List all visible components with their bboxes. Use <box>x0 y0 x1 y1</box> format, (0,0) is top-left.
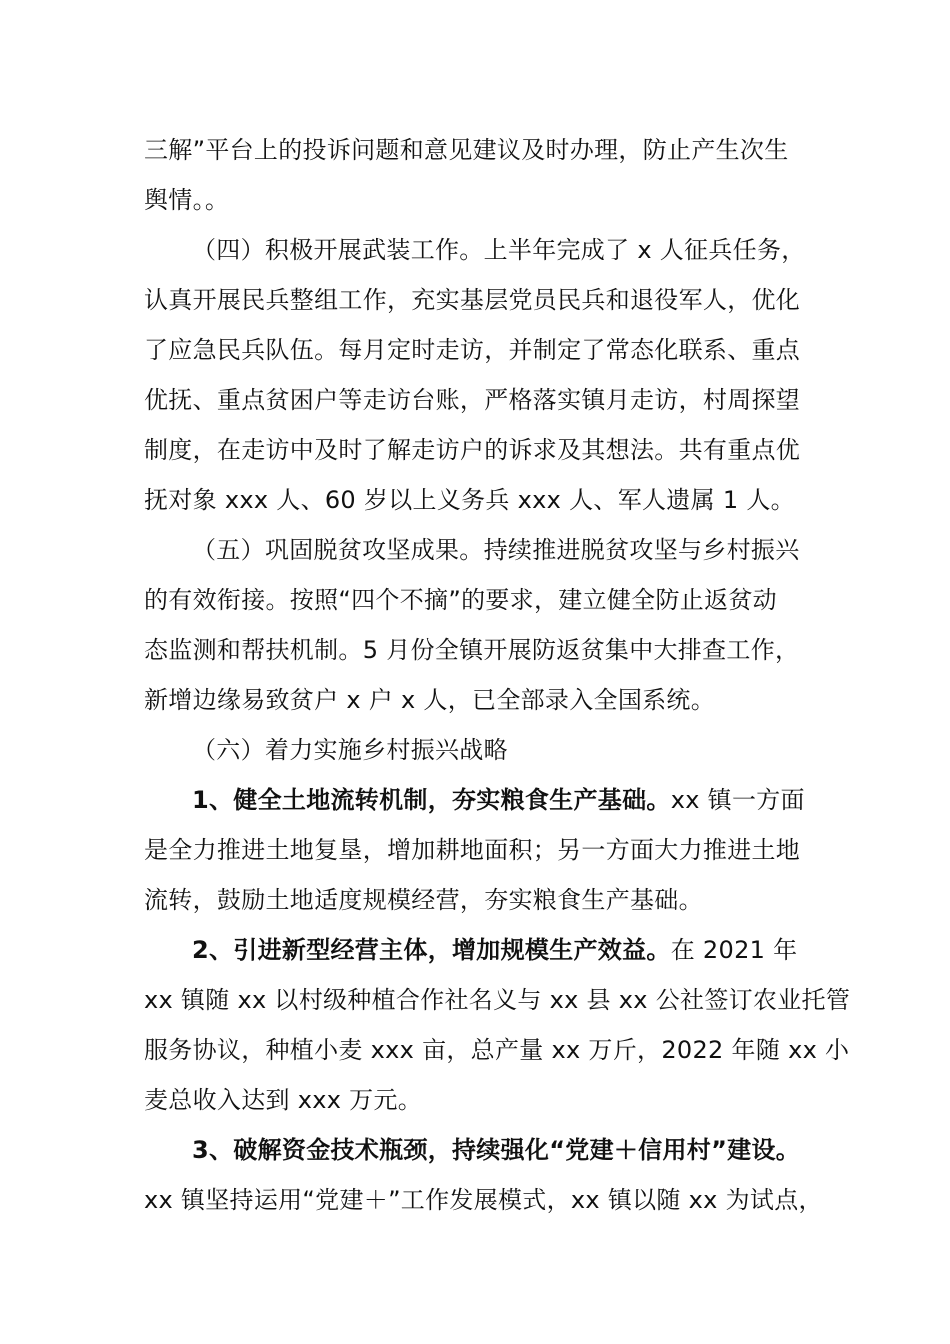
item-2-heading: 2、引进新型经营主体，增加规模生产效益。 <box>192 936 671 964</box>
text-line: 新增边缘易致贫户 x 户 x 人，已全部录入全国系统。 <box>144 686 716 714</box>
text-line: 抚对象 xxx 人、60 岁以上义务兵 xxx 人、军人遗属 1 人。 <box>144 486 795 514</box>
text-line: xx 镇坚持运用“党建＋”工作发展模式，xx 镇以随 xx 为试点， <box>144 1186 823 1214</box>
text-line: xx 镇随 xx 以村级种植合作社名义与 xx 县 xx 公社签订农业托管 <box>144 986 851 1014</box>
text-line: 三解”平台上的投诉问题和意见建议及时办理，防止产生次生 <box>144 136 789 164</box>
text-line: 服务协议，种植小麦 xxx 亩，总产量 xx 万斤，2022 年随 xx 小 <box>144 1036 850 1064</box>
text-line: 制度，在走访中及时了解走访户的诉求及其想法。共有重点优 <box>144 436 801 464</box>
item-1-heading: 1、健全土地流转机制，夯实粮食生产基础。 <box>192 786 671 814</box>
section-5-heading-line: （五）巩固脱贫攻坚成果。持续推进脱贫攻坚与乡村振兴 <box>192 536 800 564</box>
item-2-line <box>192 934 797 966</box>
text-line: 舆情。。 <box>144 186 230 214</box>
section-4-heading-line: （四）积极开展武装工作。上半年完成了 x 人征兵任务， <box>192 236 806 264</box>
text-line: 流转，鼓励土地适度规模经营，夯实粮食生产基础。 <box>144 886 703 914</box>
text-line: 态监测和帮扶机制。5 月份全镇开展防返贫集中大排查工作， <box>144 636 800 664</box>
text-line: 了应急民兵队伍。每月定时走访，并制定了常态化联系、重点 <box>144 336 801 364</box>
text-line: 认真开展民兵整组工作，充实基层党员民兵和退役军人，优化 <box>144 286 801 314</box>
text-line: 优抚、重点贫困户等走访台账，严格落实镇月走访，村周探望 <box>144 386 801 414</box>
text-line: 的有效衔接。按照“四个不摘”的要求，建立健全防止返贫动 <box>144 586 777 614</box>
text-line: 是全力推进土地复垦，增加耕地面积；另一方面大力推进土地 <box>144 836 801 864</box>
text-line: 麦总收入达到 xxx 万元。 <box>144 1086 423 1114</box>
item-1-text: xx 镇一方面 <box>670 786 805 814</box>
section-6-heading: （六）着力实施乡村振兴战略 <box>192 736 508 764</box>
item-3-heading: 3、破解资金技术瓶颈，持续强化“党建＋信用村”建设。 <box>192 1136 801 1164</box>
item-1-line <box>192 784 805 816</box>
item-2-text: 在 2021 年 <box>670 936 798 964</box>
